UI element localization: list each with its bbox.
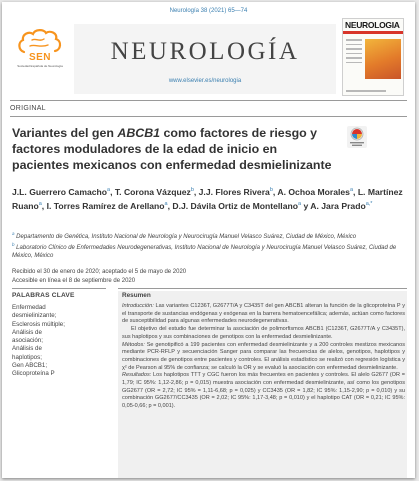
author-affiliation-marker[interactable]: a: [38, 200, 42, 207]
abstract-heading: Resumen: [122, 292, 151, 299]
abstract-paragraph: Introducción: Las variantes C1236T, G2677T/A y C3435T del gen ABCB1 alteran la función de la glicoproteína P y el transporte de sustancias endógenas y exógenas en la barrera hematoencefálica; además, actúan como factores de susceptibilidad para algunas enfermedades neurodegenerativas.: [122, 303, 405, 325]
keywords-divider: [12, 288, 106, 289]
author-affiliation-marker[interactable]: a: [349, 187, 354, 193]
divider-top: [10, 100, 407, 101]
author-affiliation-marker[interactable]: b: [269, 187, 273, 193]
keywords-list: [12, 304, 106, 379]
author-affiliation-marker[interactable]: b: [190, 187, 194, 193]
author-name[interactable]: y A. Jara Prado: [303, 200, 366, 211]
author-name[interactable]: J.L. Guerrero Camacho: [12, 186, 108, 197]
article-page: [2, 2, 415, 478]
sen-logo-name: SEN: [28, 52, 52, 63]
sen-logo[interactable]: [14, 28, 66, 82]
journal-header: [74, 24, 336, 94]
keyword-item: haplotipos;: [12, 353, 42, 361]
author-name[interactable]: J.J. Flores Rivera: [198, 186, 270, 197]
author-affiliation-marker[interactable]: a: [107, 187, 111, 193]
keyword-item: Enfermedad: [12, 304, 46, 311]
sen-logo-subtitle: Sociedad Española de Neurología: [17, 64, 63, 68]
author-name[interactable]: L. Martínez Ruano: [12, 186, 403, 211]
section-label: ORIGINAL: [10, 105, 46, 112]
abstract-text: [122, 303, 405, 411]
abstract-section-label: Resultados:: [122, 372, 152, 379]
abstract-paragraph: El objetivo del estudio fue determinar la asociación de polimorfismos ABCB1 (C1236T, G2677T/A y C3435T), sus haplotipos y sus combinaciones de genotipos con la enfermedad desmielinizante.: [122, 326, 405, 340]
abstract-section-label: Introducción:: [122, 303, 154, 309]
keywords-heading: PALABRAS CLAVE: [12, 292, 75, 299]
abstract-paragraph: Resultados: Los haplotipos TTT y CGC fueron los más frecuentes en pacientes y controles. El alelo G2677 (OR = 1,79; IC 95%: 1,12-2,86; p = 0,015) muestra asociación con enfermedad desmielinizante, así como los genotipos GG2677 (OR = 2,72; IC 95% = 1,11-6,68; p = 0,025) y CC3435 (OR = 1,82; IC 95%: 1,15-2,90; p = 0,010) y su combinación GG2677/CC3435 (OR = 2,02; IC 95%: 1,17-3,48; p = 0,010) y el haplotipo CAT (OR = 0,21; IC 95%: 0,05-0,66; p = 0,001).: [122, 372, 405, 410]
author-affiliation-marker[interactable]: a: [164, 200, 168, 207]
author-affiliation-marker[interactable]: a,*: [365, 200, 373, 207]
author-affiliation-marker[interactable]: a: [297, 200, 302, 207]
affiliation-marker: a: [12, 231, 15, 236]
article-title: [12, 125, 332, 173]
abstract-paragraph: Métodos: Se genotipificó a 199 pacientes con enfermedad desmielinizante y a 200 controles mestizos mexicanos mediante PCR-RFLP y secuenciación Sanger para comparar las frecuencias de alelos, genotipos, haplotipos y combinaciones de genotipos entre pacientes y controles. El análisis estadístico se realizó con regresión logística y χ² de Pearson al 95% de confianza; se calculó la OR y se evaluó la asociación con enfermedad desmielinizante.: [122, 341, 405, 371]
title-part-1: Variantes del gen: [12, 126, 118, 140]
author-name[interactable]: A. Ochoa Morales: [277, 186, 350, 197]
author-name[interactable]: D.J. Dávila Ortiz de Montellano: [172, 200, 298, 211]
keyword-item: Análisis de: [12, 328, 42, 336]
cover-title: NEUROLOGIA: [345, 20, 400, 30]
journal-citation[interactable]: Neurología 38 (2021) 65—74: [169, 8, 248, 14]
affiliation-item: $^b$ Laboratorio Clínico de Enfermedades Neurodegenerativas, Instituto Nacional de Neurología y Neurocirugía Manuel Velasco Suárez, Ciudad de México, México: [12, 242, 397, 259]
abstract-section-label: Métodos:: [122, 341, 145, 348]
date-received: Recibido el 30 de enero de 2020; aceptado el 5 de mayo de 2020: [12, 269, 187, 275]
title-gene: ABCB1: [117, 126, 161, 140]
check-for-updates-icon[interactable]: [347, 126, 367, 148]
article-dates: [12, 268, 408, 285]
keyword-item: Gen ABCB1;: [12, 362, 48, 370]
affiliation-marker: b: [12, 242, 15, 247]
abstract-divider: [118, 288, 407, 289]
journal-url[interactable]: www.elsevier.es/neurologia: [168, 78, 242, 84]
date-online: Accesible en línea el 8 de septiembre de 2020: [12, 277, 136, 284]
journal-cover-thumbnail[interactable]: [342, 18, 404, 96]
cover-text-lines: [346, 39, 362, 66]
affiliation-item: $^a$ Departamento de Genética, Instituto Nacional de Neurología y Neurocirugía Manuel Velasco Suárez, Ciudad de México, México: [12, 231, 357, 240]
journal-title: NEUROLOGÍA: [110, 38, 300, 65]
author-name[interactable]: T. Corona Vázquez: [114, 186, 191, 197]
keyword-item: Esclerosis múltiple;: [12, 320, 65, 328]
divider-section: [10, 116, 407, 117]
author-list: J.L. Guerrero Camacho$^a$, T. Corona Vázquez$^b$, J.J. Flores Rivera$^b$, A. Ochoa Morales$^a$, L. Martínez Ruano$^a$, I. Torres Ramírez de Arellano$^a$, D.J. Dávila Ortiz de Montellano$^a$ y A. Jara Prado$^{a,*}$: [12, 186, 403, 211]
keyword-item: Análisis de: [12, 345, 42, 353]
affiliations: [12, 230, 408, 260]
keyword-item: desmielinizante;: [12, 312, 57, 320]
cover-band: [343, 31, 403, 34]
cover-image: [365, 39, 401, 79]
keyword-item: asociación;: [12, 337, 43, 345]
cover-footer: [346, 90, 386, 92]
title-part-2: como factores de riesgo y factores moduladores de la edad de inicio en pacientes mexicanos con enfermedad desmielinizante: [12, 126, 332, 172]
keyword-item: Glicoproteína P: [12, 370, 55, 378]
author-name[interactable]: I. Torres Ramírez de Arellano: [46, 200, 165, 211]
